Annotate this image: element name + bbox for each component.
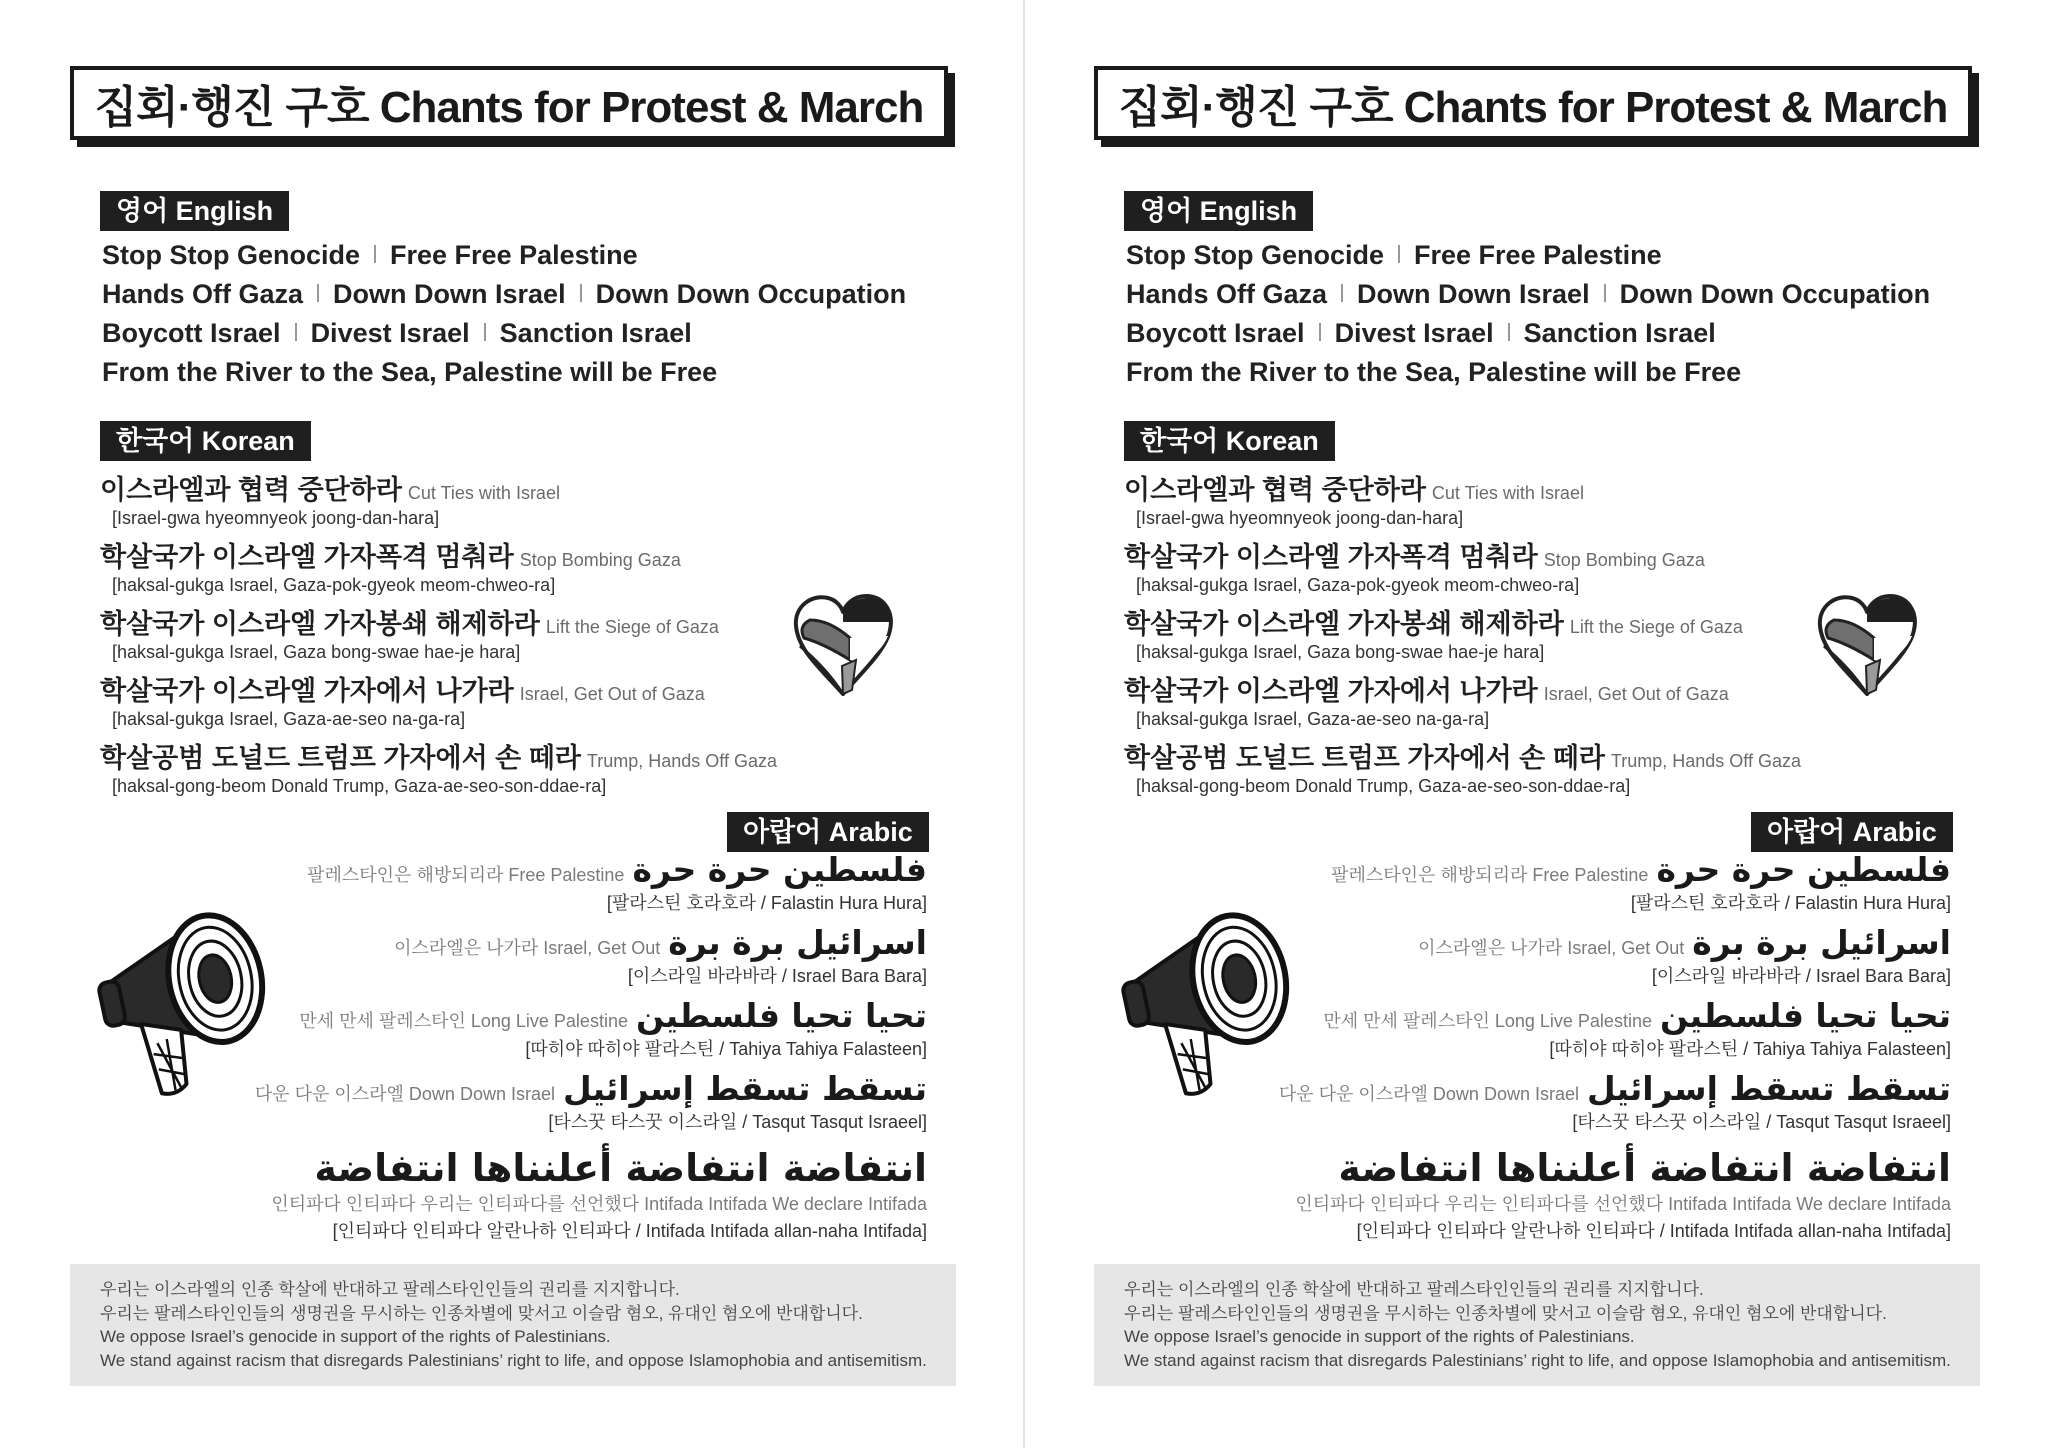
- korean-chant-translation: Cut Ties with Israel: [407, 483, 560, 503]
- chant-separator: [1398, 245, 1400, 263]
- korean-chant-translation: Stop Bombing Gaza: [519, 550, 681, 570]
- english-chant: Free Free Palestine: [390, 240, 638, 270]
- english-chant-line: [102, 279, 922, 318]
- korean-chant-translation: Cut Ties with Israel: [1431, 483, 1584, 503]
- arabic-chant: تحيا تحيا فلسطين: [635, 996, 927, 1035]
- chant-separator: [1319, 323, 1321, 341]
- arabic-chant-gloss: 다운 다운 이스라엘 Down Down Israel: [1278, 1084, 1579, 1104]
- korean-chant-romanization: [Israel-gwa hyeomnyeok joong-dan-hara]: [1136, 508, 1464, 528]
- english-chant: Divest Israel: [310, 318, 470, 348]
- chant-separator: [317, 284, 319, 302]
- arabic-chant-gloss: 이스라엘은 나가라 Israel, Get Out: [394, 938, 661, 958]
- korean-chant-line: [1124, 736, 1944, 775]
- english-chant-line: [102, 357, 922, 396]
- section-tag-korean: 한국어 Korean: [100, 421, 311, 461]
- english-chant: Hands Off Gaza: [1126, 279, 1328, 309]
- arabic-chant-item: [230, 850, 927, 923]
- arabic-chant-romanization: [이스라일 바라바라 / Israel Bara Bara]: [1651, 966, 1951, 986]
- footer-statement: [1094, 1264, 1980, 1386]
- chant-separator: [580, 284, 582, 302]
- arabic-chants: [1254, 850, 1951, 1243]
- english-chant-line: [1126, 240, 1946, 279]
- english-chant-line: [102, 318, 922, 357]
- english-chant: Down Down Occupation: [1619, 279, 1931, 309]
- chant-separator: [1508, 323, 1510, 341]
- english-chant: Hands Off Gaza: [102, 279, 304, 309]
- footer-line: 우리는 이스라엘의 인종 학살에 반대하고 팔레스타인인들의 권리를 지지합니다.: [1124, 1280, 1704, 1299]
- arabic-chant-romanization: [인티파다 인티파다 알란나하 인티파다 / Intifada Intifada allan-naha Intifada]: [1356, 1221, 1951, 1241]
- arabic-chant-romanization: [따히야 따히야 팔라스틴 / Tahiya Tahiya Falasteen]: [1549, 1039, 1951, 1059]
- korean-chant-line: [100, 468, 920, 507]
- english-chant: Divest Israel: [1334, 318, 1494, 348]
- english-chant: Boycott Israel: [102, 318, 281, 348]
- korean-chant: 학살국가 이스라엘 가자에서 나가라: [100, 676, 514, 706]
- korean-chant: 학살국가 이스라엘 가자폭격 멈춰라: [100, 542, 514, 572]
- arabic-chant-gloss: 인티파다 인티파다 우리는 인티파다를 선언했다 Intifada Intifada We declare Intifada: [271, 1194, 927, 1214]
- english-chants: [102, 240, 922, 396]
- arabic-chant-item: [1254, 923, 1951, 996]
- chant-separator: [484, 323, 486, 341]
- english-chant-line: [1126, 279, 1946, 318]
- arabic-chant-gloss: 만세 만세 팔레스타인 Long Live Palestine: [1323, 1011, 1652, 1031]
- arabic-chant-line: [1254, 850, 1951, 889]
- arabic-chant: اسرائيل برة برة: [668, 923, 927, 962]
- arabic-chant-item: [1254, 1069, 1951, 1142]
- english-chant: Down Down Occupation: [595, 279, 907, 309]
- korean-chant-romanization: [Israel-gwa hyeomnyeok joong-dan-hara]: [112, 508, 440, 528]
- footer-line: 우리는 팔레스타인인들의 생명권을 무시하는 인종차별에 맞서고 이슬람 혐오, 유대인 혐오에 반대합니다.: [100, 1303, 863, 1323]
- english-chant-line: [1126, 318, 1946, 357]
- korean-chant-item: [1124, 468, 1944, 535]
- korean-chant-romanization: [haksal-gong-beom Donald Trump, Gaza-ae-seo-son-ddae-ra]: [1136, 776, 1631, 796]
- footer-line: We oppose Israel’s genocide in support of the rights of Palestinians.: [100, 1327, 611, 1346]
- korean-chant-translation: Stop Bombing Gaza: [1543, 550, 1705, 570]
- arabic-chant-romanization: [팔라스틴 호라호라 / Falastin Hura Hura]: [606, 893, 927, 913]
- section-tag-english: 영어 English: [100, 191, 289, 231]
- footer-line: We oppose Israel’s genocide in support of the rights of Palestinians.: [1124, 1327, 1635, 1346]
- palestine-heart-icon: [1814, 590, 1920, 700]
- korean-chant-item: [100, 736, 920, 803]
- arabic-chant-line: [230, 996, 927, 1035]
- english-chant: Boycott Israel: [1126, 318, 1305, 348]
- arabic-chant-gloss: 인티파다 인티파다 우리는 인티파다를 선언했다 Intifada Intifada We declare Intifada: [1295, 1194, 1951, 1214]
- arabic-chant: فلسطين حرة حرة: [1656, 850, 1951, 889]
- chant-separator: [1341, 284, 1343, 302]
- korean-chant-translation: Israel, Get Out of Gaza: [519, 684, 705, 704]
- page-title: 집회·행진 구호 Chants for Protest & March: [1118, 83, 1948, 132]
- korean-chant-translation: Trump, Hands Off Gaza: [1610, 751, 1801, 771]
- footer-statement: [70, 1264, 956, 1386]
- footer-line: 우리는 이스라엘의 인종 학살에 반대하고 팔레스타인인들의 권리를 지지합니다.: [100, 1280, 680, 1299]
- page-title: 집회·행진 구호 Chants for Protest & March: [94, 83, 924, 132]
- arabic-chant-gloss: 이스라엘은 나가라 Israel, Get Out: [1418, 938, 1685, 958]
- footer-line: We stand against racism that disregards Palestinians’ right to life, and oppose Islamophobia and antisemitism.: [100, 1350, 927, 1370]
- korean-chant-item: [1124, 736, 1944, 803]
- english-chant: Down Down Israel: [333, 279, 566, 309]
- korean-chant-translation: Lift the Siege of Gaza: [545, 617, 719, 637]
- arabic-chant-line: [1254, 996, 1951, 1035]
- arabic-chant-gloss: 팔레스타인은 해방되리라 Free Palestine: [1331, 865, 1649, 885]
- korean-chant: 학살공범 도널드 트럼프 가자에서 손 떼라: [1124, 743, 1605, 773]
- korean-chant-translation: Israel, Get Out of Gaza: [1543, 684, 1729, 704]
- arabic-chant-gloss: 다운 다운 이스라엘 Down Down Israel: [254, 1084, 555, 1104]
- arabic-chant-line: [230, 923, 927, 962]
- english-chants: [1126, 240, 1946, 396]
- arabic-final-chant: [230, 1146, 927, 1243]
- arabic-chant-line: [230, 850, 927, 889]
- korean-chant-romanization: [haksal-gukga Israel, Gaza bong-swae hae-je hara]: [1136, 642, 1545, 662]
- korean-chant-romanization: [haksal-gong-beom Donald Trump, Gaza-ae-seo-son-ddae-ra]: [112, 776, 607, 796]
- english-chant: Free Free Palestine: [1414, 240, 1662, 270]
- arabic-final-chant: [1254, 1146, 1951, 1243]
- korean-chant-romanization: [haksal-gukga Israel, Gaza-ae-seo na-ga-ra]: [112, 709, 466, 729]
- flyer-page-right: [1024, 0, 2048, 1448]
- arabic-chant-romanization: [이스라일 바라바라 / Israel Bara Bara]: [627, 966, 927, 986]
- arabic-chant: انتفاضة انتفاضة أعلنناها انتفاضة: [314, 1146, 927, 1190]
- arabic-chant: انتفاضة انتفاضة أعلنناها انتفاضة: [1338, 1146, 1951, 1190]
- korean-chant-romanization: [haksal-gukga Israel, Gaza-pok-gyeok meom-chweo-ra]: [112, 575, 556, 595]
- section-tag-arabic: 아랍어 Arabic: [727, 812, 929, 852]
- english-chant: From the River to the Sea, Palestine will be Free: [102, 357, 718, 387]
- section-tag-korean: 한국어 Korean: [1124, 421, 1335, 461]
- arabic-chants: [230, 850, 927, 1243]
- arabic-chant-romanization: [타스꿋 타스꿋 이스라일 / Tasqut Tasqut Israeel]: [1572, 1112, 1951, 1132]
- arabic-chant-romanization: [따히야 따히야 팔라스틴 / Tahiya Tahiya Falasteen]: [525, 1039, 927, 1059]
- korean-chant: 학살공범 도널드 트럼프 가자에서 손 떼라: [100, 743, 581, 773]
- korean-chant-line: [1124, 468, 1944, 507]
- english-chant: From the River to the Sea, Palestine will be Free: [1126, 357, 1742, 387]
- palestine-heart-icon: [790, 590, 896, 700]
- english-chant-line: [1126, 357, 1946, 396]
- megaphone-icon: [1120, 894, 1320, 1108]
- chant-separator: [1604, 284, 1606, 302]
- korean-chant-line: [100, 535, 920, 574]
- arabic-chant: تحيا تحيا فلسطين: [1659, 996, 1951, 1035]
- section-tag-arabic: 아랍어 Arabic: [1751, 812, 1953, 852]
- arabic-chant-line: [1254, 923, 1951, 962]
- arabic-chant-romanization: [타스꿋 타스꿋 이스라일 / Tasqut Tasqut Israeel]: [548, 1112, 927, 1132]
- arabic-chant-item: [1254, 996, 1951, 1069]
- arabic-chant-item: [230, 996, 927, 1069]
- korean-chant: 이스라엘과 협력 중단하라: [1124, 475, 1426, 505]
- korean-chant-romanization: [haksal-gukga Israel, Gaza bong-swae hae-je hara]: [112, 642, 521, 662]
- english-chant: Down Down Israel: [1357, 279, 1590, 309]
- arabic-chant: تسقط تسقط إسرائيل: [562, 1069, 927, 1108]
- korean-chant: 학살국가 이스라엘 가자봉쇄 해제하라: [1124, 609, 1564, 639]
- english-chant-line: [102, 240, 922, 279]
- korean-chant-romanization: [haksal-gukga Israel, Gaza-ae-seo na-ga-ra]: [1136, 709, 1490, 729]
- english-chant: Sanction Israel: [1523, 318, 1716, 348]
- title-box: [1094, 66, 1972, 140]
- arabic-chant-line: [230, 1069, 927, 1108]
- korean-chant: 학살국가 이스라엘 가자폭격 멈춰라: [1124, 542, 1538, 572]
- arabic-chant-line: [1254, 1069, 1951, 1108]
- arabic-chant-romanization: [팔라스틴 호라호라 / Falastin Hura Hura]: [1630, 893, 1951, 913]
- arabic-chant-item: [1254, 850, 1951, 923]
- korean-chant-line: [100, 736, 920, 775]
- korean-chant: 학살국가 이스라엘 가자봉쇄 해제하라: [100, 609, 540, 639]
- arabic-chant: فلسطين حرة حرة: [632, 850, 927, 889]
- english-chant: Stop Stop Genocide: [102, 240, 361, 270]
- english-chant: Sanction Israel: [499, 318, 692, 348]
- megaphone-icon: [96, 894, 296, 1108]
- korean-chant-line: [1124, 535, 1944, 574]
- footer-line: 우리는 팔레스타인인들의 생명권을 무시하는 인종차별에 맞서고 이슬람 혐오, 유대인 혐오에 반대합니다.: [1124, 1303, 1887, 1323]
- footer-line: We stand against racism that disregards Palestinians’ right to life, and oppose Islamophobia and antisemitism.: [1124, 1350, 1951, 1370]
- arabic-chant: تسقط تسقط إسرائيل: [1586, 1069, 1951, 1108]
- korean-chant: 이스라엘과 협력 중단하라: [100, 475, 402, 505]
- english-chant: Stop Stop Genocide: [1126, 240, 1385, 270]
- korean-chant-translation: Lift the Siege of Gaza: [1569, 617, 1743, 637]
- arabic-chant-gloss: 팔레스타인은 해방되리라 Free Palestine: [307, 865, 625, 885]
- korean-chant-translation: Trump, Hands Off Gaza: [586, 751, 777, 771]
- title-box: [70, 66, 948, 140]
- arabic-chant-gloss: 만세 만세 팔레스타인 Long Live Palestine: [299, 1011, 628, 1031]
- arabic-chant: اسرائيل برة برة: [1692, 923, 1951, 962]
- korean-chant-romanization: [haksal-gukga Israel, Gaza-pok-gyeok meom-chweo-ra]: [1136, 575, 1580, 595]
- section-tag-english: 영어 English: [1124, 191, 1313, 231]
- chant-separator: [374, 245, 376, 263]
- arabic-chant-romanization: [인티파다 인티파다 알란나하 인티파다 / Intifada Intifada allan-naha Intifada]: [332, 1221, 927, 1241]
- korean-chant-item: [100, 468, 920, 535]
- arabic-chant-item: [230, 1069, 927, 1142]
- chant-separator: [295, 323, 297, 341]
- korean-chant: 학살국가 이스라엘 가자에서 나가라: [1124, 676, 1538, 706]
- arabic-chant-item: [230, 923, 927, 996]
